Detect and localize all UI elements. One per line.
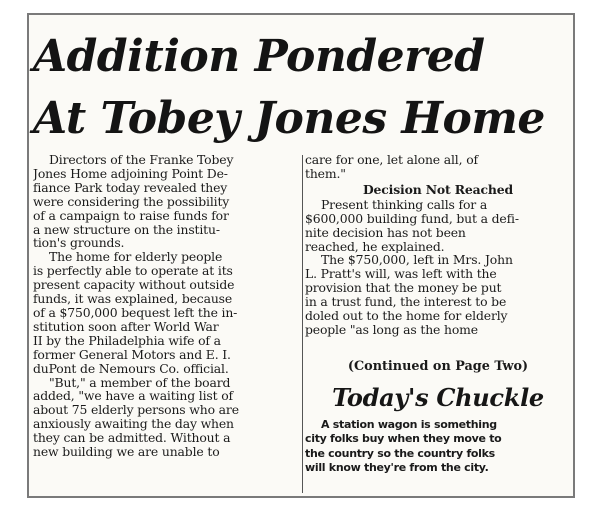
headline-line-2: At Tobey Jones Home [33,93,545,144]
chuckle-line: A station wagon is something [321,418,497,431]
article-line: funds, it was explained, because [33,292,233,306]
article-right-column [305,153,571,337]
article-line: II by the Philadelphia wife of a [33,333,221,348]
article-line: were considering the possibility [33,194,230,209]
article-line: present capacity without outside [33,278,235,293]
todays-chuckle-title: Today's Chuckle [332,383,544,412]
article-line: The home for elderly people [49,250,223,265]
article-line: $600,000 building fund, but a defi- [305,211,519,226]
article-line: reached, he explained. [305,239,445,254]
article-line: stitution soon after World War [33,319,219,334]
article-line: in a trust fund, the interest to be [305,295,507,310]
article-line: care for one, let alone all, of [305,153,478,167]
article-line: fiance Park today revealed they [33,180,228,195]
article-line: them." [305,166,346,181]
article-line: a new structure on the institu- [33,222,220,237]
article-left-column [33,153,301,459]
article-line: anxiously awaiting the day when [33,417,234,432]
article-line: The $750,000, left in Mrs. John [321,253,513,268]
article-line: of a campaign to raise funds for [33,208,229,223]
article-line: provision that the money be put [305,281,502,296]
article-line: is perfectly able to operate at its [33,264,233,279]
article-line: Present thinking calls for a [321,197,488,212]
article-line: doled out to the home for elderly [305,309,508,323]
article-line: former General Motors and E. I. [33,347,231,362]
column-divider [302,155,303,493]
article-line: "But," a member of the board [49,375,231,390]
article-line: new building we are unable to [33,445,220,459]
article-line: L. Pratt's will, was left with the [305,267,497,282]
subhead-decision-not-reached: Decision Not Reached [362,181,514,197]
continued-notice: (Continued on Page Two) [347,359,529,374]
article-line: nite decision has not been [305,225,466,240]
chuckle-line: will know they're from the city. [305,461,489,475]
headline-line-1: Addition Pondered [33,31,485,82]
article-line: of a $750,000 bequest left the in- [33,305,238,320]
article-line: they can be admitted. Without a [33,431,231,446]
article-line: Jones Home adjoining Point De- [33,166,228,181]
chuckle-line: the country so the country folks [305,446,495,460]
article-line: Directors of the Franke Tobey [49,153,234,167]
article-line: people "as long as the home [305,322,478,337]
article-line: added, "we have a waiting list of [33,389,233,404]
article-line: about 75 elderly persons who are [33,403,239,418]
article-line: tion's grounds. [33,236,125,251]
newspaper-clipping [27,13,575,498]
chuckle-line: city folks buy when they move to [305,432,502,446]
todays-chuckle-text [305,418,571,476]
article-line: duPont de Nemours Co. official. [33,361,229,376]
